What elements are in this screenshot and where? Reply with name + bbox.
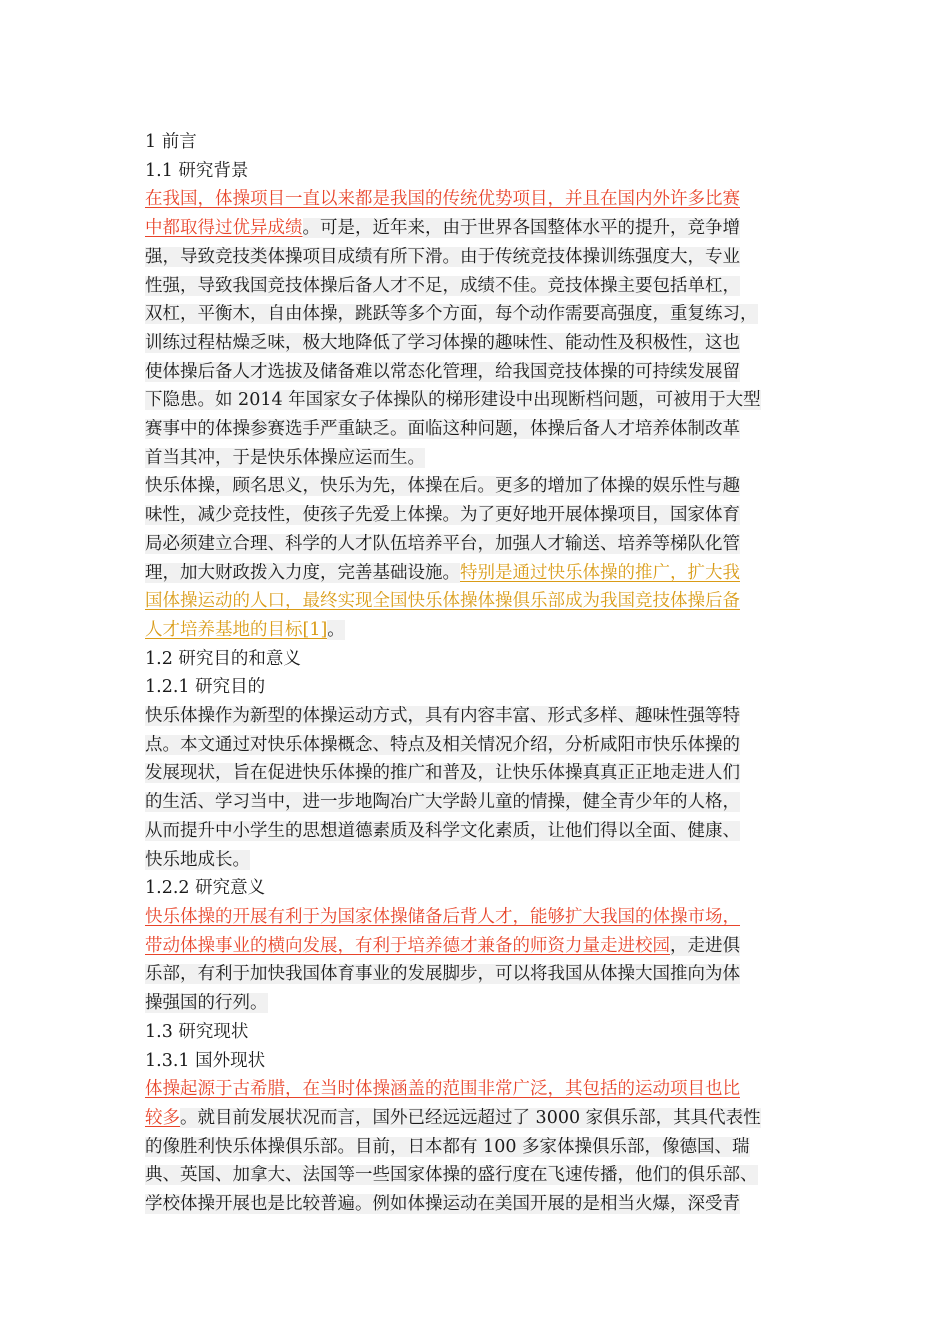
paragraph-line	[145, 989, 817, 1018]
highlighted-text: 中都取得过优异成绩	[145, 218, 303, 239]
section-heading	[145, 1018, 817, 1047]
paragraph-line	[145, 415, 817, 444]
paragraph-line	[145, 472, 817, 501]
text-span: 快乐地成长。	[145, 849, 250, 870]
paragraph-line	[145, 587, 817, 616]
text-span: 。就目前发展状况而言，国外已经远远超过了 3000 家俱乐部，其具代表性	[180, 1107, 761, 1128]
paragraph-line	[145, 817, 817, 846]
text-span: 操强国的行列。	[145, 993, 268, 1014]
paragraph-line	[145, 616, 817, 645]
paragraph-line	[145, 759, 817, 788]
text-span: 1.3 研究现状	[145, 1021, 249, 1042]
paragraph-line	[145, 300, 817, 329]
text-span: 的生活、学习当中，进一步地陶冶广大学龄儿童的情操，健全青少年的人格，	[145, 792, 740, 813]
paragraph-line	[145, 272, 817, 301]
paragraph-line	[145, 702, 817, 731]
paragraph-line	[145, 530, 817, 559]
text-span: 下隐患。如 2014 年国家女子体操队的梯形建设中出现断档问题，可被用于大型	[145, 390, 761, 411]
paragraph-line	[145, 329, 817, 358]
section-heading	[145, 157, 817, 186]
text-span: 1.2 研究目的和意义	[145, 648, 301, 669]
section-heading	[145, 645, 817, 674]
paragraph-line	[145, 214, 817, 243]
document-body	[145, 128, 817, 1219]
text-span: 味性，减少竞技性，使孩子先爱上体操。为了更好地开展体操项目，国家体育	[145, 505, 740, 526]
text-span: 强，导致竞技类体操项目成绩有所下滑。由于传统竞技体操训练强度大，专业	[145, 246, 740, 267]
paragraph-line	[145, 358, 817, 387]
highlighted-text: 特别是通过快乐体操的推广，扩大我	[460, 562, 740, 583]
section-heading	[145, 1047, 817, 1076]
text-span: 学校体操开展也是比较普遍。例如体操运动在美国开展的是相当火爆，深受青	[145, 1194, 740, 1215]
text-span: 1.2.1 研究目的	[145, 677, 266, 698]
text-span: 1.1 研究背景	[145, 160, 249, 181]
text-span: 。可是，近年来，由于世界各国整体水平的提升，竞争增	[302, 218, 740, 239]
text-span: 乐部，有利于加快我国体育事业的发展脚步，可以将我国从体操大国推向为体	[145, 964, 740, 985]
text-span: 性强，导致我国竞技体操后备人才不足，成绩不佳。竞技体操主要包括单杠，	[145, 275, 740, 296]
section-heading	[145, 874, 817, 903]
text-span: 1.2.2 研究意义	[145, 878, 266, 899]
paragraph-line	[145, 1104, 817, 1133]
text-span: ，走进俱	[670, 935, 740, 956]
paragraph-line	[145, 846, 817, 875]
text-span: 1 前言	[145, 132, 197, 152]
text-span: 首当其冲，于是快乐体操应运而生。	[145, 447, 425, 468]
highlighted-text: 国体操运动的人口，最终实现全国快乐体操体操俱乐部成为我国竞技体操后备	[145, 591, 740, 612]
text-span: 双杠，平衡木，自由体操，跳跃等多个方面，每个动作需要高强度，重复练习，	[145, 304, 758, 325]
text-span: 发展现状，旨在促进快乐体操的推广和普及，让快乐体操真真正正地走进人们	[145, 763, 740, 784]
paragraph-line	[145, 960, 817, 989]
text-span: 局必须建立合理、科学的人才队伍培养平台，加强人才输送、培养等梯队化管	[145, 533, 740, 554]
text-span: 1.3.1 国外现状	[145, 1050, 266, 1071]
paragraph-line	[145, 185, 817, 214]
section-heading	[145, 128, 817, 157]
text-span: 的像胜利快乐体操俱乐部。目前，日本都有 100 多家体操俱乐部，像德国、瑞	[145, 1136, 750, 1157]
highlighted-text: 较多	[145, 1107, 180, 1128]
paragraph-line	[145, 1161, 817, 1190]
text-span: 赛事中的体操参赛选手严重缺乏。面临这种问题，体操后备人才培养体制改革	[145, 419, 740, 440]
text-span: 快乐体操作为新型的体操运动方式，具有内容丰富、形式多样、趣味性强等特	[145, 706, 740, 727]
paragraph-line	[145, 1075, 817, 1104]
paragraph-line	[145, 788, 817, 817]
paragraph-line	[145, 1190, 817, 1219]
paragraph-line	[145, 1133, 817, 1162]
text-span: 理，加大财政拨入力度，完善基础设施。	[145, 562, 460, 583]
highlighted-text: 在我国，体操项目一直以来都是我国的传统优势项目，并且在国内外许多比赛	[145, 189, 740, 210]
paragraph-line	[145, 243, 817, 272]
paragraph-line	[145, 731, 817, 760]
text-span: 。	[327, 619, 345, 640]
highlighted-text: 人才培养基地的目标[1]	[145, 619, 328, 640]
paragraph-line	[145, 932, 817, 961]
paragraph-line	[145, 386, 817, 415]
paragraph-line	[145, 501, 817, 530]
text-span: 使体操后备人才选拔及储备难以常态化管理，给我国竞技体操的可持续发展留	[145, 361, 740, 382]
paragraph-line	[145, 559, 817, 588]
section-heading	[145, 673, 817, 702]
text-span: 典、英国、加拿大、法国等一些国家体操的盛行度在飞速传播，他们的俱乐部、	[145, 1165, 758, 1186]
text-span: 训练过程枯燥乏味，极大地降低了学习体操的趣味性、能动性及积极性，这也	[145, 332, 740, 353]
text-span: 点。本文通过对快乐体操概念、特点及相关情况介绍，分析咸阳市快乐体操的	[145, 734, 740, 755]
highlighted-text: 带动体操事业的横向发展，有利于培养德才兼备的师资力量走进校园	[145, 935, 670, 956]
paragraph-line	[145, 444, 817, 473]
highlighted-text: 快乐体操的开展有利于为国家体操储备后背人才，能够扩大我国的体操市场，	[145, 906, 740, 927]
paragraph-line	[145, 903, 817, 932]
text-span: 从而提升中小学生的思想道德素质及科学文化素质，让他们得以全面、健康、	[145, 820, 740, 841]
text-span: 快乐体操，顾名思义，快乐为先，体操在后。更多的增加了体操的娱乐性与趣	[145, 476, 740, 497]
highlighted-text: 体操起源于古希腊，在当时体操涵盖的范围非常广泛，其包括的运动项目也比	[145, 1079, 740, 1100]
